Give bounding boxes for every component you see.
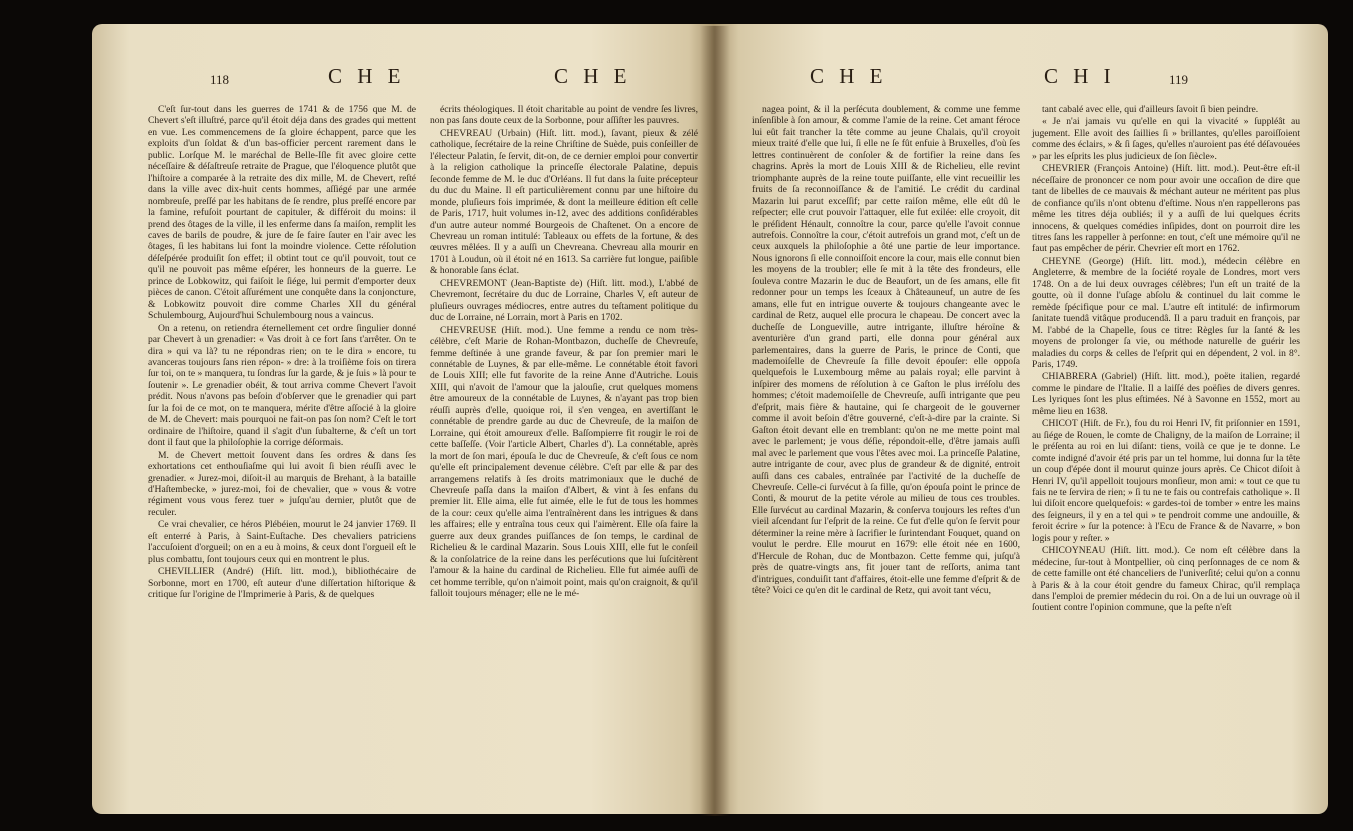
- paragraph: « Je n'ai jamais vu qu'elle en qui la vivacité » ſuppléât au jugement. Elle avoit des ſaillies ſi » brillantes, qu'elles paroiſſoient comme des éclairs, » & ſi ſages, qu'elles n'auroient pas été déſavouées » par les eſprits les plus judicieux de ſon ſiècle».: [1032, 116, 1300, 162]
- text-column-left: [752, 104, 1020, 596]
- left-page: [92, 24, 714, 814]
- paragraph: C'eſt ſur-tout dans les guerres de 1741 & de 1756 que M. de Chevert s'eſt illuſtré, parce qu'il étoit déja dans des grades qui mettent en vue. Les commencemens de ſa gloire échappent, parce que les exploits d'un ſoldat & d'un bas-officier percent rarement dans le public. Lorſque M. le maréchal de Belle-Iſle fit avec gloire cette néceſſaire & déſaſtreuſe retraite de Prague, que l'éloquence plutôt que l'hiſtoire a comparée à la retraite des dix mille, M. de Chevert, reſté dans la ville avec dix-huit cents hommes, aſſiégé par une armée nombreuſe, preſſé par les habitans de ſe rendre, plus preſſé encore par la famine, refuſoit pourtant de capituler, & différoit du moins: il prend des ôtages de la ville, il les enferme dans ſa maiſon, remplit les caves de barils de poudre, & jure de ſe faire ſauter en l'air avec les ôtages, ſi les habitans lui font la moindre violence. Cette réſolution déſeſpérée produiſit ſon effet; il obtint tout ce qu'il pouvoit, tout ce qu'il ne pouvoit pas même eſpérer, les honneurs de la guerre. Le prince de Lobkowitz, qui faiſoit le ſiége, lui permit d'emporter deux pièces de canon. C'étoit aſſurément une conquête dans la conjoncture, & Lobkowitz pouvoit dire comme Charles XII du général Schulembourg, Aujourd'hui Schulembourg nous a vaincus.: [148, 104, 416, 322]
- running-head: C H I: [1044, 64, 1116, 88]
- text-column-right: [1032, 104, 1300, 614]
- page-number: 118: [210, 72, 230, 87]
- paragraph: CHIABRERA (Gabriel) (Hiſt. litt. mod.), poëte italien, regardé comme le pindare de l'Italie. Il a laiſſé des poëſies de divers genres. Les lyriques ſont les plus eſtimées. Né à Savonne en 1552, mort au même lieu en 1638.: [1032, 371, 1300, 417]
- paragraph: CHICOYNEAU (Hiſt. litt. mod.). Ce nom eſt célèbre dans la médecine, ſur-tout à Montpellier, où cinq perſonnages de ce nom & de cette famille ont été chanceliers de l'univerſité; celui qu'on a connu à Paris & à la cour étoit gendre du fameux Chirac, qu'il remplaça dans l'emploi de premier médecin du roi. On a de lui un ouvrage où il ſoutient contre l'opinion commune, que la peſte n'eſt: [1032, 545, 1300, 614]
- right-page: [714, 24, 1328, 814]
- paragraph: Ce vrai chevalier, ce héros Plébéien, mourut le 24 janvier 1769. Il eſt enterré à Paris, à Saint-Euſtache. Des chevaliers patriciens l'accuſoient d'orgueil; on en a eu à moins, & ceux dont l'orgueil eſt le plus combattu, ſont toujours ceux qui en montrent le plus.: [148, 519, 416, 565]
- paragraph: écrits théologiques. Il étoit charitable au point de vendre ſes livres, non pas ſans doute ceux de la Sorbonne, pour aſſiſter les pauvres.: [430, 104, 698, 127]
- paragraph: nagea point, & il la perſécuta doublement, & comme une femme inſenſible à ſon amour, & comme l'amie de la reine. Cet amant féroce lui eût fait trancher la tête comme au jeune Chalais, qu'il croyoit mieux traité d'elle que lui, ſi elle ne ſe fût enfuie à Bruxelles, d'où ſes lettres continuèrent de conſoler & de fortifier la reine dans ſes chagrins. Après la mort de Louis XIII & de Richelieu, elle revint triomphante auprès de la reine toute puiſſante, elle vint recueillir les fruits de ſa reconnoiſſance & de l'amitié. Le crédit du cardinal Mazarin lui parut exceſſif; par cette raiſon même, elle eût dû le reſpecter; elle crut pouvoir l'attaquer, elle fut exilée: elle croyoit, dit le préſident Hénault, connoître la cour, parce qu'elle l'avoit connue autrefois. Connoître la cour, c'étoit autrefois un grand mot, c'eſt un de ceux auxquels la philoſophie a ôté une partie de leur importance. Nous ignorons ſi elle connoiſſoit encore la cour, mais elle connut bien les moyens de la troubler; elle ſe mit à la tête des frondeurs, elle ſouleva contre Mazarin le duc de Beaufort, un de ſes amans, elle fit redonner pour un temps les ſceaux à Châteauneuf, un autre de ſes amans, elle fut en intrigue ouverte & toujours changeante avec le cardinal de Retz, auquel elle procura le chapeau. De concert avec la ducheſſe de Longueville, autre intrigante, illuſtre héroïne & aventurière d'un grand parti, elle donna pour général aux parlementaires, dans la guerre de Paris, le prince de Conti, que mademoiſelle de Chevreuſe ſa fille devoit épouſer: elle oppoſa quelquefois le Luxembourg même au palais royal; elle parvint à inſpirer des momens de réſolution à ce Gaſton le plus irréſolu des hommes; c'étoit mademoiſelle de Chevreuſe, auſſi intrigante que peu d'eſprit, mais fière & hautaine, qui ſe chargeoit de le gouverner comme il avoit beſoin d'être gouverné, c'eſt-à-dire par la crainte. Si Gaſton étoit devant elle en tremblant: qu'on ne me mette point mal avec le parlement; je vous déſie, répondoit-elle, d'être jamais auſſi mal avec le parlement que vous l'êtes avec moi. La princeſſe Palatine, autre intrigante de cour, avec plus de grandeur & de dignité, entroit auſſi dans ces cabales, entraînée par l'activité de la ducheſſe de Chevreuſe. Celle-ci ſurvécut à ſa fille, qu'on épouſa point le prince de Conti, & mourut de la petite vérole au milieu de tous ces troubles. Elle ſurvécut au cardinal Mazarin, & conſerva toujours les reſtes d'un vieil aſcendant ſur l'eſprit de la reine. Ce fut d'elle qu'on ſe ſervit pour déterminer la reine mère à ſacrifier le ſurintendant Fouquet, quand on voulut le perdre. Elle mourut en 1679: elle étoit née en 1600, d'Hercule de Rohan, duc de Montbazon. Cette femme qui, juſqu'à près de quatre-vingts ans, fit jouer tant de reſſorts, anima tant d'intrigues, conduiſit tant d'affaires, étoit-elle une femme d'eſprit & de tête? Voici ce qu'en dit le cardinal de Retz, qui avoit tant vécu,: [752, 104, 1020, 597]
- paragraph: CHEVREAU (Urbain) (Hiſt. litt. mod.), ſavant, pieux & zélé catholique, ſecrétaire de la reine Chriſtine de Suède, puis conſeiller de l'électeur Palatin, ſe ſervit, dit-on, de ce dernier emploi pour convertir à la religion catholique la princeſſe électorale Palatine, depuis ſeconde femme de M. le duc d'Orléans. Il fut dans la ſuite précepteur du duc du Maine. Il eſt particulièrement connu par une hiſtoire du monde, pluſieurs fois imprimée, & dont la meilleure édition eſt celle de Paris, 1717, huit volumes in-12, avec des additions conſidérables d'un autre auteur nommé Bourgeois de Chaſtenet. On a encore de Chevreau un roman intitulé: Tableaux ou effets de la fortune, & des œuvres mêlées. Il y a auſſi un Chevreana. Chevreau alla mourir en 1701 à Loudun, où il étoit né en 1613. Sa carrière fut longue, paiſible & honorable ſans éclat.: [430, 127, 698, 277]
- page-number: 119: [1169, 72, 1189, 87]
- paragraph: M. de Chevert mettoit ſouvent dans ſes ordres & dans ſes exhortations cet enthouſiaſme qui lui avoit ſi bien réuſſi avec le grenadier. « Jurez-moi, diſoit-il au marquis de Brehant, à la bataille d'Haſtembecke, » jurez-moi, foi de chevalier, que » vous & votre régiment vous vous ferez tuer » juſqu'au dernier, plutôt que de reculer.: [148, 449, 416, 518]
- paragraph: On a retenu, on retiendra éternellement cet ordre ſingulier donné par Chevert à un grenadier: « Vas droit à ce fort ſans t'arrêter. On te dira » qui va là? tu ne répondras rien; on te le dira » encore, tu avanceras toujours ſans rien répon- » dre: à la troiſième fois on tirera ſur toi, on te » manquera, tu ſondras ſur la garde, & je ſuis » là pour te ſoutenir ». Le grenadier obéit, & tout arriva comme Chevert l'avoit prédit. Nous n'avons pas beſoin d'obſerver que le grenadier qui part ſur la foi de ce mot, on te manquera, mérite d'être aſſocié à la gloire de M. de Chevert: mais pourquoi ne fait-on pas ſon nom? C'eſt le tort ordinaire de l'hiſtoire, quand il s'agit d'un ſubalterne, & c'eſt un tort dont il faut que la philoſophie la corrige déſormais.: [148, 322, 416, 449]
- text-column-right: [430, 104, 698, 599]
- paragraph: CHEVREUSE (Hiſt. mod.). Une femme a rendu ce nom très-célèbre, c'eſt Marie de Rohan-Montbazon, ducheſſe de Chevreuſe, femme deſtinée à une grande faveur, & par ſon premier mari le connétable de Luynes, & par elle-même. Le connétable étoit favori de Louis XIII; elle fut favorite de la reine Anne d'Autriche. Louis XIII, qui n'avoit de l'amour que la jalouſie, crut quelques momens être amoureux de la connétable de Luynes, & n'ayant pas trop bien réuſſi auprès d'elle, quoique roi, il s'en vengea, en avertiſſant le connétable de prendre garde au duc de Chevreuſe, de la maiſon de Lorraine, qui étoit amoureux d'elle. Baſſompierre fit rougir le roi de cette baſſeſſe. (Voir l'article Albert, Charles d'). La connétable, après la mort de ſon mari, épouſa le duc de Chevreuſe, & c'eſt ſous ce nom qu'elle eſt principalement devenue célèbre. C'eſt par elle & par des arrangemens relatifs à ſes droits matrimoniaux que le duché de Chevreuſe paſſa dans la maiſon d'Albert, & vint à ſes enfans du premier lit. Elle aima, elle fut aimée, elle le fut de tous les hommes de la cour: ceux qu'elle aima l'entraînèrent dans les intrigues & dans les affaires; elle y entraîna tous ceux qui l'aimèrent. Elle oſa faire la guerre aux deux grandes puiſſances de ſon temps, le cardinal de Richelieu & le cardinal Mazarin. Sous Louis XIII, elle fut le conſeil & la conſolatrice de la reine dans les perſécutions que lui ſuſcitèrent l'amour & la haine du cardinal de Richelieu. Elle fut aimée auſſi de cet homme terrible, qu'on n'aimoit point, mais qu'on craignoit, & qu'il falloit toujours ménager; elle ne le mé-: [430, 324, 698, 600]
- right-page-header: [714, 64, 1328, 90]
- paragraph: CHEYNE (George) (Hiſt. litt. mod.), médecin célèbre en Angleterre, & membre de la ſociété royale de Londres, mort vers 1748. On a de lui deux ouvrages célèbres; l'un eſt un traité de la goutte, où il donne l'uſage abſolu & continuel du lait comme le remède ſpécifique pour ce mal. L'autre eſt intitulé: de infirmorum ſanitate tuendâ vitâque producendâ. Il a paru traduit en françois, par M. l'abbé de la Chapelle, ſous ce titre: Règles ſur la ſanté & les moyens de prolonger ſa vie, ou méthode naturelle de guérir les maladies du corps & celles de l'eſprit qui en dépendent, 2 vol. in 8°. Paris, 1749.: [1032, 255, 1300, 370]
- running-head: C H E: [810, 64, 888, 88]
- running-head: C H E: [554, 64, 632, 88]
- paragraph: tant cabalé avec elle, qui d'ailleurs ſavoit ſi bien peindre.: [1042, 104, 1259, 115]
- paragraph: CHICOT (Hiſt. de Fr.), fou du roi Henri IV, fit priſonnier en 1591, au ſiége de Rouen, le comte de Chaligny, de la maiſon de Lorraine; il le préſenta au roi en lui diſant: tiens, voilà ce que je te donne. Le comte indigné d'avoir été pris par un tel homme, lui donna ſur la tête un coup d'épée dont il mourut quinze jours après. Ce Chicot diſoit à Henri IV, qu'il appelloit toujours monſieur, mon ami: « tout ce que tu fais ne te ſervira de rien; » ſi tu ne te fais ou contrefais catholique ». Il lui diſoit encore quelquefois: « gardes-toi de tomber » entre les mains des ſeigneurs, il y en a tel qui » te pendroit comme une andouille, & feroit écrire » ſur la potence: à l'Ecu de France & de Navarre, » bon logis pour y reſter. »: [1032, 418, 1300, 544]
- book-gutter: [700, 26, 730, 816]
- book-spread: [40, 6, 1318, 824]
- paragraph: CHEVRIER (François Antoine) (Hiſt. litt. mod.). Peut-être eſt-il néceſſaire de prononcer ce nom pour avoir une occaſion de dire que tant de libelles de ce mauvais & méchant auteur ne méritent pas plus de confiance qu'ils n'ont obtenu d'eſtime. Nous n'en rappellerons pas même les titres déja oubliés; il y a auſſi de lui quelques écrits innocens, & quelques comédies inſipides, dont on pourroit dire les titres ſans les rappeller à perſonne: en tout, c'eſt une mémoire qu'il ne faut pas empêcher de périr. Chevrier eſt mort en 1762.: [1032, 163, 1300, 255]
- left-page-header: [92, 64, 714, 90]
- paragraph: CHEVILLIER (André) (Hiſt. litt. mod.), bibliothécaire de Sorbonne, mort en 1700, eſt auteur d'une diſſertation hiſtorique & critique ſur l'origine de l'Imprimerie à Paris, & de quelques: [148, 566, 416, 601]
- paragraph: CHEVREMONT (Jean-Baptiste de) (Hiſt. litt. mod.), L'abbé de Chevremont, ſecrétaire du duc de Lorraine, Charles V, eſt auteur de pluſieurs ouvrages médiocres, entre autres du teſtament politique du duc de Lorraine, né Lorrain, mort à Paris en 1702.: [430, 277, 698, 324]
- running-head: C H E: [328, 64, 406, 88]
- text-column-left: [148, 104, 416, 600]
